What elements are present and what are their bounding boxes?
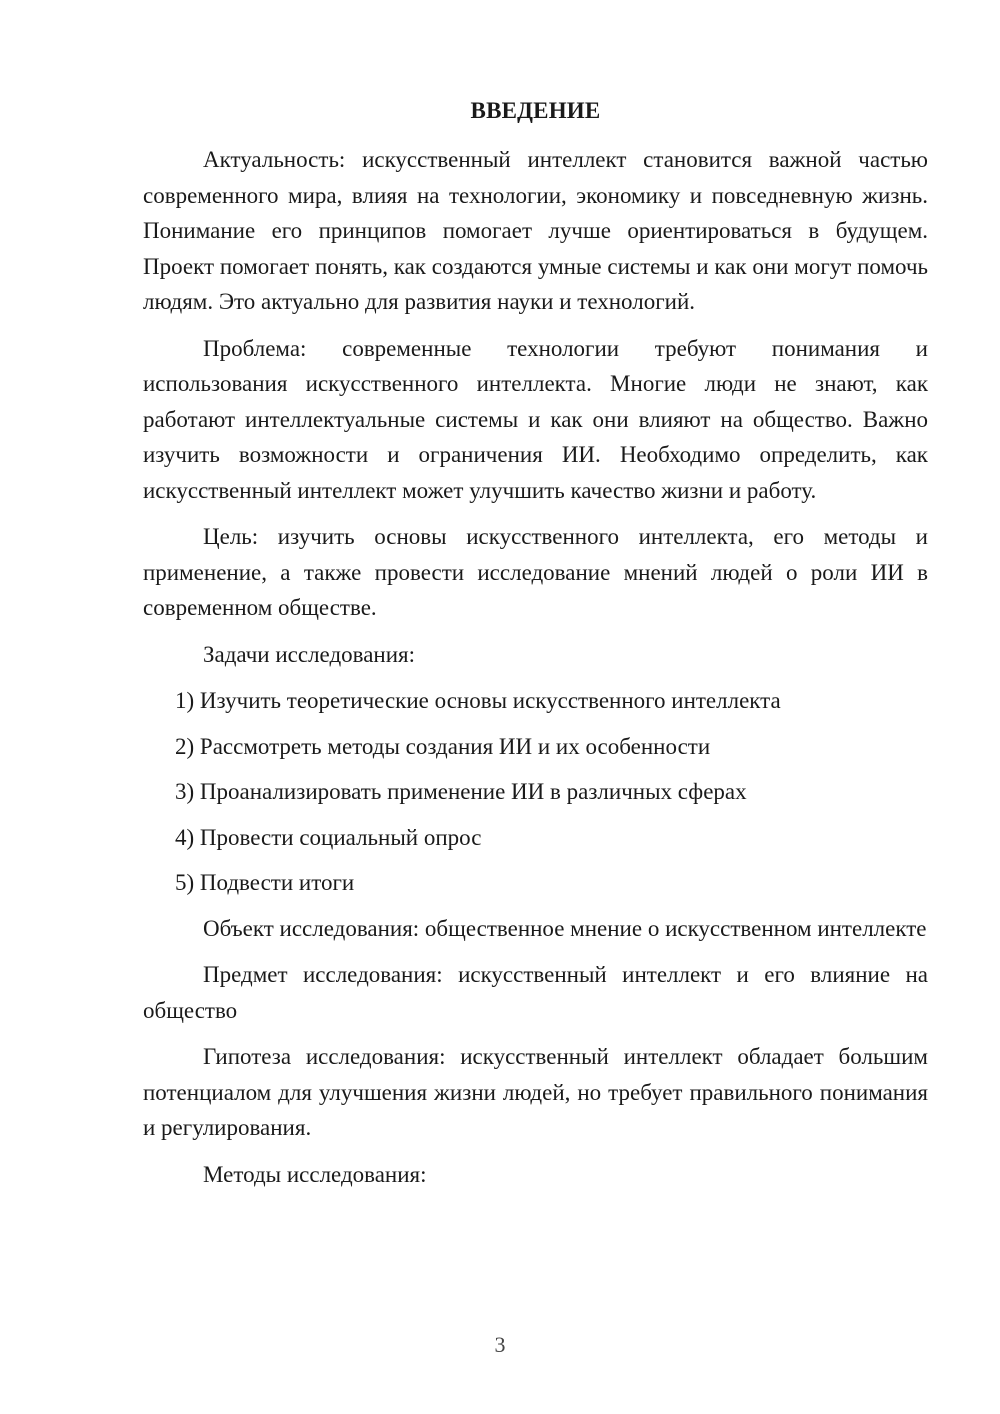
document-body	[143, 142, 928, 1203]
tasks-list	[143, 683, 928, 901]
relevance-paragraph: Актуальность: искусственный интеллект становится важной частью современного мира, влияя на технологии, экономику и повседневную жизнь. Понимание его принципов помогает лучше ориентироваться в будущем. Проект помогает понять, как создаются умные системы и как они могут помочь людям. Это актуально для развития науки и технологий.	[143, 147, 928, 314]
subject-paragraph: Предмет исследования: искусственный интеллект и его влияние на общество	[143, 962, 928, 1023]
page-number: 3	[494, 1332, 506, 1357]
section-heading: ВВЕДЕНИЕ	[470, 98, 601, 123]
list-item: 4) Провести социальный опрос	[175, 824, 482, 850]
object-paragraph: Объект исследования: общественное мнение о искусственном интеллекте	[203, 915, 927, 941]
methods-paragraph: Методы исследования:	[203, 1161, 427, 1187]
list-item: 1) Изучить теоретические основы искусственного интеллекта	[175, 688, 781, 713]
problem-paragraph: Проблема: современные технологии требуют понимания и использования искусственного интеллекта. Многие люди не знают, как работают интеллектуальные системы и как они влияют на общество. Важно изучить возможности и ограничения ИИ. Необходимо определить, как искусственный интеллект может улучшить качество жизни и работу.	[143, 335, 928, 503]
goal-paragraph: Цель: изучить основы искусственного интеллекта, его методы и применение, а также провести исследование мнений людей о роли ИИ в современном обществе.	[143, 524, 928, 620]
hypothesis-paragraph: Гипотеза исследования: искусственный интеллект обладает большим потенциалом для улучшения жизни людей, но требует правильного понимания и регулирования.	[143, 1044, 928, 1140]
tasks-title: Задачи исследования:	[203, 641, 416, 667]
list-item: 5) Подвести итоги	[175, 870, 355, 895]
list-item: 3) Проанализировать применение ИИ в различных сферах	[175, 779, 747, 804]
list-item: 2) Рассмотреть методы создания ИИ и их особенности	[175, 733, 711, 759]
